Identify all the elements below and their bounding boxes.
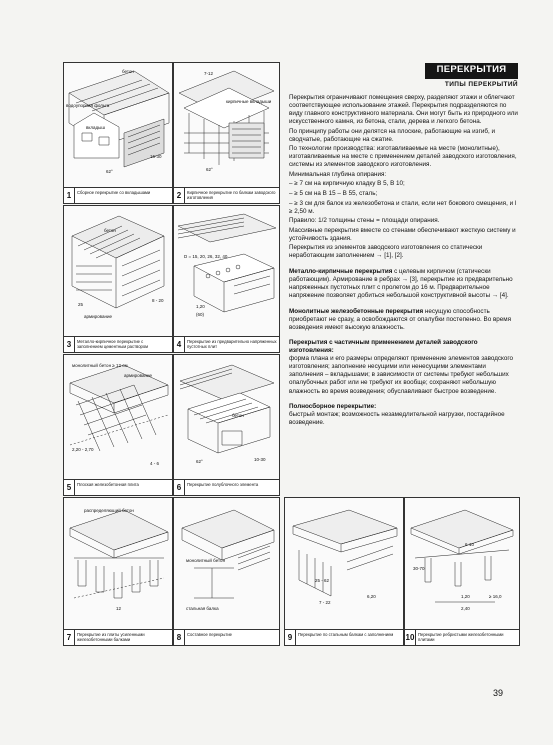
figure-label: 25 — [78, 302, 84, 307]
figure-label: 16-30 — [150, 154, 162, 159]
figure-number: 9 — [285, 630, 296, 645]
caption-text: Сборное перекрытие со вкладышами — [77, 190, 151, 195]
paragraph: – ≥ 5 см на В 15 – В 55, сталь; — [289, 190, 378, 198]
figure-label: 7 - 22 — [319, 600, 331, 605]
paragraph: Массивные перекрытия вместе со стенами обеспечивают жесткую систему и устойчивость здания. — [289, 226, 516, 242]
page-number: 39 — [493, 688, 504, 698]
figure-label: (60) — [196, 312, 205, 317]
figure-caption — [405, 629, 519, 645]
text-column — [289, 94, 519, 429]
figure-label: бетон — [104, 228, 116, 233]
figure-caption — [174, 187, 279, 203]
figure-label: ≥ 16,0 — [489, 594, 502, 599]
figure-label: D = 15, 20, 26, 32, 40 — [184, 254, 228, 259]
figure-label: монолитный бетон ≥ 12 см — [72, 363, 128, 368]
page-title: ПЕРЕКРЫТИЯ — [436, 64, 507, 75]
section-heading: Полносборное перекрытие: — [289, 403, 377, 411]
paragraph: Минимальная глубина опирания: — [289, 170, 387, 178]
figure-label: 7-12 — [204, 71, 214, 76]
figure-label: 30-70 — [413, 566, 425, 571]
caption-text: Плоская железобетонная плита — [77, 482, 139, 487]
section — [289, 308, 519, 332]
figure-label: 6-10 — [465, 542, 475, 547]
figure-label: 62° — [206, 167, 213, 172]
section-heading: Перекрытия с частичным применением деталей заводского изготовления: — [289, 339, 478, 355]
paragraph: – ≥ 3 см для балок из железобетона и стали, если нет бокового смещения, и l ≥ 2,50 м. — [289, 199, 517, 215]
figure-caption — [174, 629, 279, 645]
figure-label: 1,20 — [196, 304, 205, 309]
figure-label: стальная балка — [186, 606, 219, 611]
paragraph: Перекрытия ограничивают помещения сверху, разделяют этажи и облегчают соответствующее использование этажей. Перекрытия подразделяются по виду главного конструктивного материала. Они могут быть из природного или искусственного камня, из бетона, стали, дерева и легкого бетона. — [289, 94, 518, 126]
figure-label: монолитный бетон — [186, 558, 226, 563]
section — [289, 268, 519, 300]
page-subtitle: ТИПЫ ПЕРЕКРЫТИЙ — [444, 81, 518, 88]
figure-label: 25 - 62 — [315, 578, 330, 583]
section — [289, 339, 519, 395]
section-heading: Монолитные железобетонные перекрытия — [289, 307, 424, 315]
paragraph: По технологии производства: изготавливаемые на месте (монолитные), изготавливаемые на месте с применением деталей заводского изготовления, системы из элементов заводского изготовления. — [289, 145, 517, 169]
figure-label: водоупорная фольга — [66, 103, 110, 108]
figure-number: 5 — [64, 480, 75, 495]
figure-number: 2 — [174, 188, 185, 203]
caption-text: Составное перекрытие — [187, 632, 233, 637]
figure-caption — [174, 336, 279, 352]
figure-label: 6,20 — [367, 594, 376, 599]
figure-label: 62° — [106, 169, 113, 174]
caption-text: Кирпичное перекрытие по балкам заводского изготовления — [187, 190, 276, 200]
figure-caption — [64, 187, 172, 203]
paragraph: – ≥ 7 см на кирпичную кладку В 5, В 10; — [289, 180, 405, 188]
figure-7 — [63, 497, 173, 646]
figure-label: 2,40 — [461, 606, 470, 611]
figure-label: бетон — [232, 413, 244, 418]
figure-number: 3 — [64, 337, 75, 352]
figure-1 — [63, 62, 173, 204]
figure-6 — [173, 354, 280, 496]
figure-10 — [404, 497, 520, 646]
figure-4 — [173, 205, 280, 353]
figure-number: 8 — [174, 630, 185, 645]
figure-label: 8 - 20 — [152, 298, 164, 303]
figure-8 — [173, 497, 280, 646]
figure-2 — [173, 62, 280, 204]
section-text: с целевым кирпичом (статически работающим). Армирование в ребрах → [3], перекрытие из предварительно напряженных пустотных плит с пролетом до 16 м. Предварительное напряжение позволяет добиться небольшой конструктивной высоты → [4]. — [289, 267, 513, 300]
figure-label: кирпичные вкладыши — [226, 99, 272, 104]
figure-label: 4 - 6 — [150, 461, 160, 466]
figure-label: 12 — [116, 606, 122, 611]
section-heading: Металло-кирпичные перекрытия — [289, 267, 393, 275]
figure-caption — [64, 629, 172, 645]
section-text: форма плана и его размеры определяют применение элементов заводского изготовления; заполнение несущими или ненесущими элементами заполнения – вкладышами; в зависимости от системы требуют небольших опалубочных работ или не требуют их вообще; сохраняют небольшую влажность во время возведения; обуславливают быстрое возведение. — [289, 355, 514, 395]
figure-label: 2,20 - 2,70 — [72, 447, 94, 452]
paragraph: Перекрытия из элементов заводского изготовления со статически неработающим заполнением → [1], [2]. — [289, 244, 483, 260]
caption-text: Перекрытие из предварительно напряженных пустотных плит — [187, 339, 277, 349]
figure-label: 62° — [196, 459, 203, 464]
section-text: быстрый монтаж; возможность незамедлительной нагрузки, постадийное возведение. — [289, 411, 505, 427]
figure-number: 6 — [174, 480, 185, 495]
figure-caption — [64, 336, 172, 352]
caption-text: Перекрытие полублочного элемента — [187, 482, 259, 487]
figure-number: 10 — [405, 630, 416, 645]
figure-number: 1 — [64, 188, 75, 203]
figure-number: 4 — [174, 337, 185, 352]
figure-number: 7 — [64, 630, 75, 645]
caption-text: Металло-кирпичное перекрытие с заполнением цементным раствором — [77, 339, 149, 349]
figure-caption — [174, 479, 279, 495]
figure-label: армирование — [84, 314, 112, 319]
caption-text: Перекрытие из плиты усиленными железобетонными балками — [77, 632, 145, 642]
figure-label: вкладыш — [86, 125, 106, 130]
section-text: несущую способность приобретают не сразу, а освобождаются от опалубки постепенно. Во время возведения имеют высокую влажность. — [289, 307, 512, 331]
paragraph: Правило: 1/2 толщины стены = площади опирания. — [289, 217, 440, 225]
paragraph: По принципу работы они делятся на плоские, работающие на изгиб, и сводчатые, работающие на сжатие. — [289, 127, 496, 143]
caption-text: Перекрытие по стальным балкам с заполнением — [298, 632, 394, 637]
figure-9 — [284, 497, 404, 646]
figure-label: бетон — [122, 69, 134, 74]
figure-caption — [64, 479, 172, 495]
figure-label: 10-30 — [254, 457, 266, 462]
figure-caption — [285, 629, 403, 645]
figure-3 — [63, 205, 173, 353]
figure-5 — [63, 354, 173, 496]
figure-label: распределяющий бетон — [84, 508, 134, 513]
figure-label: армирование — [124, 373, 152, 378]
section — [289, 403, 519, 427]
figure-label: 1,20 — [461, 594, 470, 599]
caption-text: Перекрытие ребристыми железобетонными плитами — [418, 632, 504, 642]
